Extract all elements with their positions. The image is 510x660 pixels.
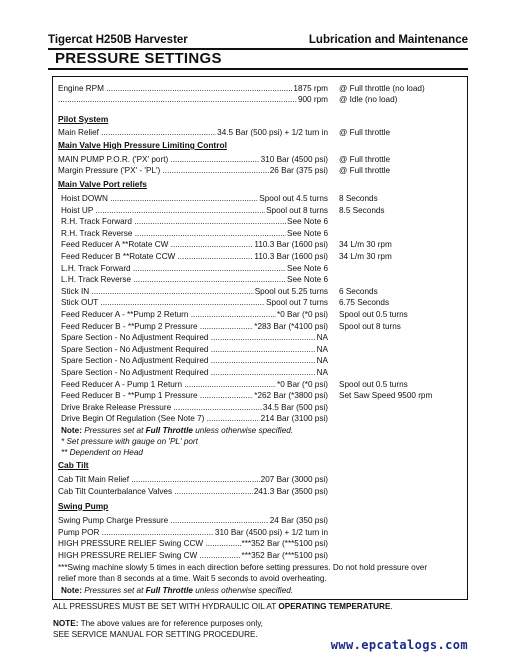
swing-row-3 [58, 550, 328, 561]
pilot-main-relief [58, 127, 328, 138]
port-relief-row-3-value: See Note 6 [287, 228, 328, 238]
port-relief-row-10 [61, 309, 328, 320]
port-relief-row-9 [61, 297, 328, 308]
port-relief-row-2 [61, 216, 328, 227]
bottom-oil-temp-a: ALL PRESSURES MUST BE SET WITH HYDRAULIC OIL AT [53, 602, 279, 611]
port-relief-row-17 [61, 390, 328, 401]
footnote-head: ** Dependent on Head [61, 448, 143, 457]
swing-row-1-label: Pump POR ..... [58, 527, 328, 538]
hplc-margin-pressure-note: @ Full throttle [339, 166, 391, 175]
port-relief-row-0-value: Spool out 4.5 turns [259, 194, 328, 203]
header-section: Lubrication and Maintenance [308, 34, 468, 46]
port-relief-row-4-note: 34 L/m 30 rpm [339, 240, 392, 250]
port-reliefs-note-prefix: Note: [61, 426, 82, 435]
port-relief-row-2-value: See Note 6 [287, 217, 328, 227]
swing-row-2 [58, 538, 328, 549]
port-relief-row-1-label: Hoist UP ..... [61, 205, 328, 216]
bottom-service-manual: SEE SERVICE MANUAL FOR SETTING PROCEDURE. [53, 630, 258, 639]
swing-row-3-label: HIGH PRESSURE RELIEF Swing CW ..... [58, 550, 328, 561]
cab-tilt-main-relief [58, 474, 328, 485]
port-relief-row-12 [61, 332, 328, 343]
pilot-main-relief-note: @ Full throttle [339, 128, 391, 137]
swing-warning-line1: ***Swing machine slowly 5 times in each direction before setting pressures. Do not hold pressure over [58, 563, 428, 573]
port-relief-row-4 [61, 239, 328, 250]
port-relief-row-16-note: Spool out 0.5 turns [339, 379, 408, 389]
watermark: www.epcatalogs.com [330, 638, 468, 652]
bottom-note-prefix: NOTE: [53, 619, 79, 628]
swing-warning-line2: relief more than 8 seconds at a time. Wait 5 seconds to avoid overheating. [58, 574, 327, 584]
port-relief-row-1 [61, 205, 328, 216]
swing-note-text: Pressures set at [81, 586, 146, 596]
port-relief-row-4-value: 110.3 Bar (1600 psi) [254, 240, 328, 250]
section-port-reliefs: Main Valve Port reliefs [58, 179, 147, 189]
section-cab-tilt: Cab Tilt [58, 460, 89, 470]
bottom-oil-temp [53, 601, 393, 612]
port-relief-row-11 [61, 321, 328, 332]
swing-note-prefix: Note: [61, 586, 82, 596]
engine-rpm-idle [58, 94, 328, 105]
port-relief-row-18 [61, 402, 328, 413]
bottom-oil-temp-b: OPERATING TEMPERATURE [278, 602, 391, 611]
port-reliefs-note-end: unless otherwise specified. [192, 426, 294, 435]
hplc-margin-pressure-label: Margin Pressure ('PX' - 'PL') ..... [58, 165, 328, 176]
port-relief-row-19 [61, 413, 328, 424]
port-reliefs-note-bold [146, 426, 193, 435]
port-relief-row-12-value: NA [316, 333, 328, 343]
section-hplc: Main Valve High Pressure Limiting Control [58, 140, 227, 150]
port-relief-row-11-note: Spool out 8 turns [339, 321, 401, 331]
port-relief-row-9-value: Spool out 7 turns [266, 298, 328, 308]
page-title: PRESSURE SETTINGS [55, 50, 222, 67]
port-relief-row-7-value: See Note 6 [287, 275, 328, 285]
settings-panel [52, 76, 468, 639]
swing-row-2-value: ***352 Bar (***5100 psi) [241, 539, 328, 549]
port-relief-row-15-label: Spare Section - No Adjustment Required ..... [61, 367, 328, 378]
port-relief-row-10-label: Feed Reducer A - **Pump 2 Return ..... [61, 309, 328, 320]
swing-row-0-label: Swing Pump Charge Pressure ..... [58, 515, 328, 526]
bottom-oil-temp-c: . [390, 602, 393, 611]
port-relief-row-17-label: Feed Reducer B - **Pump 1 Pressure ..... [61, 390, 328, 401]
section-swing-pump: Swing Pump [58, 501, 109, 511]
engine-rpm-full-note: @ Full throttle (no load) [339, 84, 425, 93]
port-relief-row-16-label: Feed Reducer A - Pump 1 Return ..... [61, 379, 328, 390]
port-relief-row-17-note: Set Saw Speed 9500 rpm [339, 391, 433, 401]
hplc-margin-pressure [58, 165, 328, 176]
section-pilot-system: Pilot System [58, 114, 109, 124]
port-relief-row-19-value: 214 Bar (3100 psi) [260, 414, 328, 424]
header-model: Tigercat H250B Harvester [48, 34, 188, 46]
port-relief-row-5-value: 110.3 Bar (1600 psi) [254, 252, 328, 261]
port-relief-row-8-value: Spool out 5.25 turns [254, 286, 328, 296]
port-relief-row-8 [61, 286, 328, 297]
cab-tilt-counterbalance [58, 486, 328, 497]
port-relief-row-17-value: *262 Bar (*3800 psi) [254, 391, 328, 401]
port-relief-row-14-label: Spare Section - No Adjustment Required ..... [61, 355, 328, 366]
port-relief-row-0-label: Hoist DOWN ..... [61, 193, 328, 204]
port-relief-row-9-label: Stick OUT ..... [61, 297, 328, 308]
cab-tilt-main-relief-label: Cab Tilt Main Relief ..... [58, 474, 328, 485]
port-relief-row-15-value: NA [316, 368, 328, 377]
port-relief-row-6 [61, 263, 328, 274]
port-relief-row-3 [61, 228, 328, 239]
port-relief-row-3-label: R.H. Track Reverse ..... [61, 228, 328, 239]
port-relief-row-14-value: NA [316, 356, 328, 366]
port-relief-row-5-label: Feed Reducer B **Rotate CCW ..... [61, 251, 328, 262]
port-relief-row-0-note: 8 Seconds [339, 194, 378, 203]
port-relief-row-6-label: L.H. Track Forward ..... [61, 263, 328, 274]
footnote-pl-port: * Set pressure with gauge on 'PL' port [61, 437, 198, 446]
cab-tilt-main-relief-value: 207 Bar (3000 psi) [260, 475, 328, 484]
port-relief-row-18-value: 34.5 Bar (500 psi) [262, 402, 328, 412]
engine-rpm-idle-note: @ Idle (no load) [339, 95, 398, 104]
port-relief-row-13-value: NA [316, 344, 328, 354]
port-relief-row-8-label: Stick IN ..... [61, 286, 328, 297]
port-relief-row-13 [61, 344, 328, 355]
swing-note [61, 585, 293, 596]
port-relief-row-16 [61, 379, 328, 390]
engine-rpm-idle-label [58, 94, 328, 105]
port-relief-row-1-note: 8.5 Seconds [339, 205, 385, 215]
hplc-main-pump-por-note: @ Full throttle [339, 155, 391, 164]
port-relief-row-9-note: 6.75 Seconds [339, 298, 390, 308]
port-relief-row-11-value: *283 Bar (*4100 psi) [254, 321, 328, 331]
port-relief-row-10-value: *0 Bar (*0 psi) [277, 310, 328, 319]
port-relief-row-5 [61, 251, 328, 262]
pilot-main-relief-value: 34.5 Bar (500 psi) + 1/2 turn in [217, 128, 328, 137]
port-relief-row-5-note: 34 L/m 30 rpm [339, 252, 392, 261]
port-relief-row-4-label: Feed Reducer A **Rotate CW ..... [61, 239, 328, 250]
port-relief-row-8-note: 6 Seconds [339, 286, 378, 296]
port-relief-row-6-value: See Note 6 [287, 263, 328, 273]
port-reliefs-note [61, 425, 293, 436]
swing-note-bold [146, 586, 193, 595]
engine-rpm-idle-value: 900 rpm [297, 95, 328, 104]
port-relief-row-16-value: *0 Bar (*0 psi) [277, 379, 328, 389]
port-relief-row-12-label: Spare Section - No Adjustment Required ..... [61, 332, 328, 343]
swing-row-0-value: 24 Bar (350 psi) [269, 516, 328, 525]
port-relief-row-2-label: R.H. Track Forward ..... [61, 216, 328, 227]
port-relief-row-10-note: Spool out 0.5 turns [339, 310, 408, 319]
port-relief-row-18-label: Drive Brake Release Pressure ..... [61, 402, 328, 413]
swing-row-3-value: ***352 Bar (***5100 psi) [241, 550, 328, 560]
engine-rpm-full-value: 1875 rpm [293, 84, 328, 93]
port-relief-row-19-label: Drive Begin Of Regulation (See Note 7) ..... [61, 413, 328, 424]
port-relief-row-13-label: Spare Section - No Adjustment Required ..... [61, 344, 328, 355]
swing-note-bold-text: Full Throttle [145, 586, 193, 596]
port-relief-row-7 [61, 274, 328, 285]
swing-row-1-value: 310 Bar (4500 psi) + 1/2 turn in [214, 527, 328, 537]
port-relief-row-14 [61, 355, 328, 366]
hplc-margin-pressure-value: 26 Bar (375 psi) [269, 166, 328, 175]
port-relief-row-15 [61, 367, 328, 378]
swing-row-0 [58, 515, 328, 526]
cab-tilt-counterbalance-label: Cab Tilt Counterbalance Valves ..... [58, 486, 328, 497]
port-reliefs-note-text: Pressures set at [81, 426, 146, 435]
engine-rpm-full [58, 83, 328, 94]
port-reliefs-note-bold-text: Full Throttle [145, 426, 193, 435]
port-relief-row-1-value: Spool out 8 turns [266, 205, 328, 215]
bottom-note [53, 618, 263, 629]
port-relief-row-11-label: Feed Reducer B - **Pump 2 Pressure ..... [61, 321, 328, 332]
bottom-note-text: The above values are for reference purposes only, [78, 619, 263, 628]
hplc-main-pump-por [58, 154, 328, 165]
hplc-main-pump-por-label: MAIN PUMP P.O.R. ('PX' port) ..... [58, 154, 328, 165]
swing-note-end: unless otherwise specified. [192, 586, 294, 596]
cab-tilt-counterbalance-value: 241.3 Bar (3500 psi) [253, 487, 328, 496]
pilot-main-relief-label: Main Relief ..... [58, 127, 328, 138]
swing-row-1 [58, 527, 328, 538]
swing-row-2-label: HIGH PRESSURE RELIEF Swing CCW ..... [58, 538, 328, 549]
port-relief-row-0 [61, 193, 328, 204]
hplc-main-pump-por-value: 310 Bar (4500 psi) [260, 155, 328, 164]
engine-rpm-full-label: Engine RPM ..... [58, 83, 328, 94]
title-rule [48, 68, 468, 70]
port-relief-row-7-label: L.H. Track Reverse ..... [61, 274, 328, 285]
